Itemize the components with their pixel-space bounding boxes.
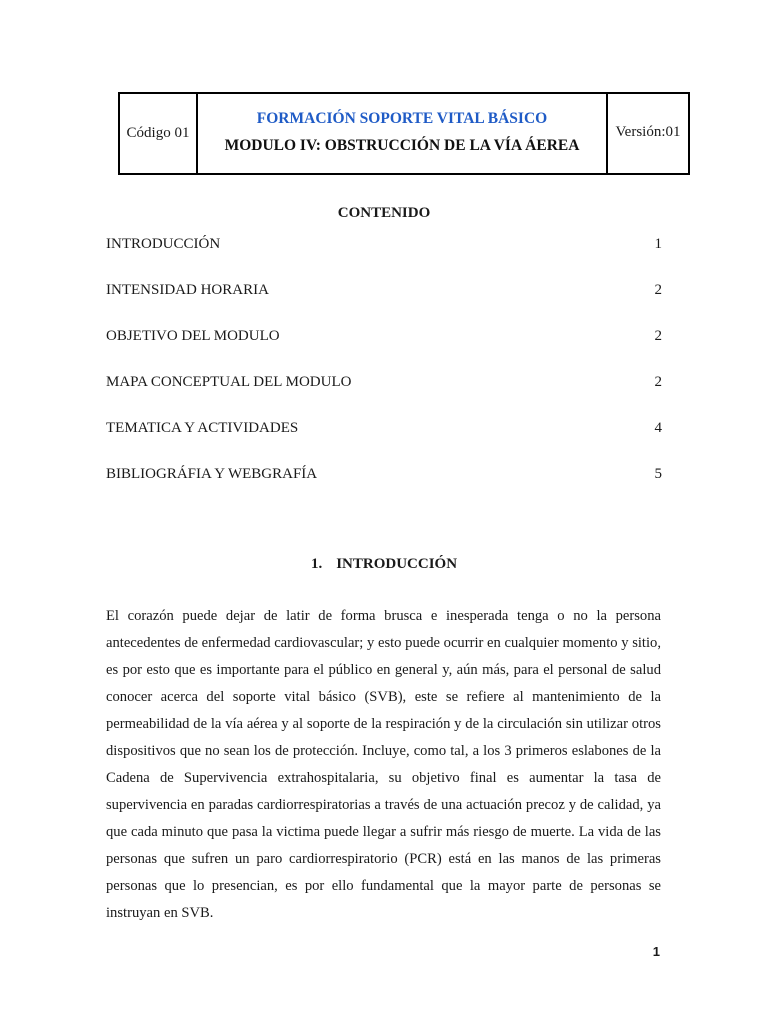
course-title: FORMACIÓN SOPORTE VITAL BÁSICO xyxy=(256,110,548,127)
toc-heading: CONTENIDO xyxy=(337,205,431,221)
page-number: 1 xyxy=(652,944,660,959)
toc-item-label: TEMATICA Y ACTIVIDADES xyxy=(106,420,299,436)
toc-item-page: 2 xyxy=(654,282,662,298)
toc-item[interactable] xyxy=(106,235,662,281)
toc-item-label: MAPA CONCEPTUAL DEL MODULO xyxy=(106,374,352,390)
version-cell xyxy=(608,94,688,173)
toc-item-label: INTENSIDAD HORARIA xyxy=(106,282,269,298)
toc-item-page: 2 xyxy=(654,374,662,390)
toc-item-page: 1 xyxy=(654,236,662,252)
toc-item-label: OBJETIVO DEL MODULO xyxy=(106,328,280,344)
toc-item[interactable] xyxy=(106,281,662,327)
toc-item[interactable] xyxy=(106,419,662,465)
toc-item-page: 5 xyxy=(654,466,662,482)
section-number: 1. xyxy=(310,556,323,572)
toc-item[interactable] xyxy=(106,465,662,511)
toc-item-page: 4 xyxy=(654,420,662,436)
section-heading xyxy=(0,556,768,573)
toc-item-label: BIBLIOGRÁFIA Y WEBGRAFÍA xyxy=(106,466,318,482)
module-title: MODULO IV: OBSTRUCCIÓN DE LA VÍA ÁEREA xyxy=(224,137,580,154)
toc-item[interactable] xyxy=(106,327,662,373)
document-header-table xyxy=(118,92,690,175)
section-title: INTRODUCCIÓN xyxy=(336,556,458,572)
table-of-contents xyxy=(106,235,662,511)
toc-item[interactable] xyxy=(106,373,662,419)
title-cell xyxy=(198,94,608,173)
document-code: Código 01 xyxy=(126,125,190,141)
introduction-paragraph: El corazón puede dejar de latir de forma brusca e inesperada tenga o no la persona antecedentes de enfermedad cardiovascular; y esto puede ocurrir en cualquier momento y sitio, es por esto que es importante para el público en general y, aún más, para el personal de salud conocer acerca del soporte vital básico (SVB), este se refiere al mantenimiento de la permeabilidad de la vía aérea y al soporte de la respiración y de la circulación sin utilizar otros dispositivos que no sean los de protección. Incluye, como tal, a los 3 primeros eslabones de la Cadena de Supervivencia extrahospitalaria, su objetivo final es aumentar la tasa de supervivencia en paradas cardiorrespiratorias a través de una actuación precoz y de calidad, ya que cada minuto que pasa la victima puede llegar a sufrir más riesgo de muerte. La vida de las personas que sufren un paro cardiorrespiratorio (PCR) está en las manos de las primeras personas que lo presencian, es por ello fundamental que la mayor parte de personas se instruyan en SVB. xyxy=(106,608,661,921)
toc-item-page: 2 xyxy=(654,328,662,344)
code-cell xyxy=(120,94,198,173)
document-version: Versión:01 xyxy=(615,124,681,140)
toc-item-label: INTRODUCCIÓN xyxy=(106,236,221,252)
